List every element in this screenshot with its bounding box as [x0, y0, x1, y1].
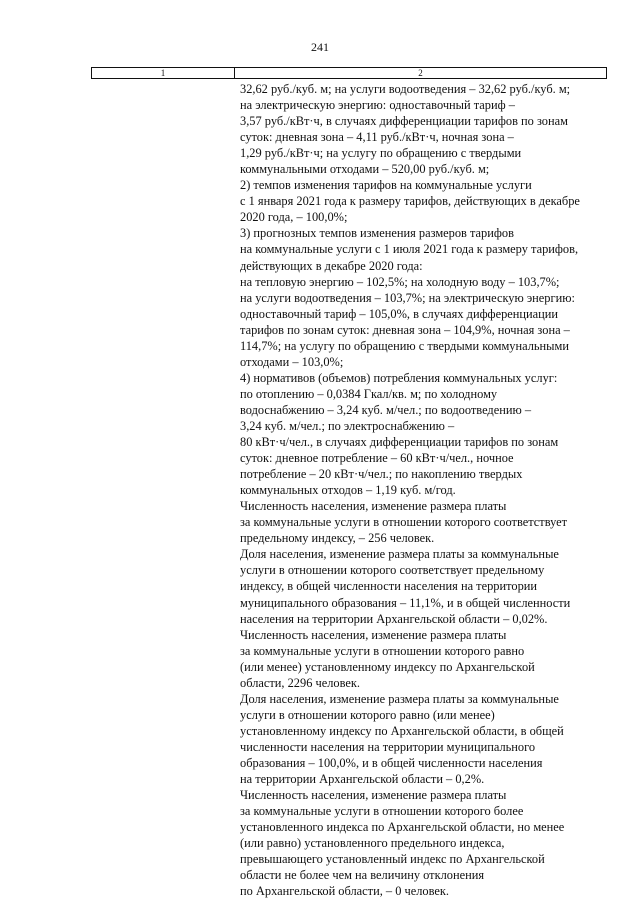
text-line: одноставочный тариф – 105,0%, в случаях дифференциации: [240, 306, 559, 321]
text-line: численности населения на территории муниципального: [240, 739, 536, 754]
text-line: (или равно) установленного предельного индекса,: [240, 836, 505, 851]
text-line: 1,29 руб./кВт·ч; на услугу по обращению с твердыми: [240, 146, 522, 161]
text-line: отходами – 103,0%;: [240, 354, 344, 369]
text-line: установленного индекса по Архангельской области, но менее: [240, 820, 565, 835]
text-line: потребление – 20 кВт·ч/чел.; по накоплению твердых: [240, 467, 523, 482]
text-line: на коммунальные услуги с 1 июля 2021 года к размеру тарифов,: [240, 242, 579, 257]
text-line: водоснабжению – 3,24 куб. м/чел.; по водоотведению –: [240, 402, 532, 417]
text-line: образования – 100,0%, и в общей численности населения: [240, 755, 543, 770]
text-line: области, 2296 человек.: [240, 675, 360, 690]
text-line: суток: дневная зона – 4,11 руб./кВт·ч, ночная зона –: [240, 130, 514, 145]
text-line: по Архангельской области, – 0 человек.: [240, 884, 450, 899]
text-line: на территории Архангельской области – 0,2%.: [240, 772, 485, 787]
text-line: коммунальных отходов – 1,19 куб. м/год.: [240, 483, 456, 498]
text-line: с 1 января 2021 года к размеру тарифов, действующих в декабре: [240, 194, 580, 209]
text-line: по отоплению – 0,0384 Гкал/кв. м; по холодному: [240, 386, 498, 401]
text-line: 80 кВт·ч/чел., в случаях дифференциации тарифов по зонам: [240, 435, 559, 450]
text-line: 4) нормативов (объемов) потребления коммунальных услуг:: [240, 370, 558, 385]
text-line: 114,7%; на услугу по обращению с твердыми коммунальными: [240, 338, 569, 353]
text-line: 3,24 куб. м/чел.; по электроснабжению –: [240, 418, 455, 433]
document-body: [240, 81, 620, 899]
column-1-header: 1: [92, 68, 235, 78]
text-line: за коммунальные услуги в отношении которого более: [240, 804, 524, 819]
text-line: превышающего установленный индекс по Архангельской: [240, 852, 545, 867]
column-2-header: 2: [418, 68, 423, 78]
text-line: услуги в отношении которого соответствует предельному: [240, 563, 545, 578]
text-line: области не более чем на величину отклонения: [240, 868, 485, 883]
text-line: Доля населения, изменение размера платы за коммунальные: [240, 691, 559, 706]
text-line: Численность населения, изменение размера платы: [240, 788, 507, 803]
text-line: на тепловую энергию – 102,5%; на холодную воду – 103,7%;: [240, 274, 560, 289]
text-line: Численность населения, изменение размера платы: [240, 499, 507, 514]
text-line: 3) прогнозных темпов изменения размеров тарифов: [240, 226, 514, 241]
text-line: Численность населения, изменение размера платы: [240, 627, 507, 642]
text-line: 2020 года, – 100,0%;: [240, 210, 348, 225]
text-line: (или менее) установленному индексу по Архангельской: [240, 659, 535, 674]
text-line: услуги в отношении которого равно (или менее): [240, 707, 495, 722]
text-line: Доля населения, изменение размера платы за коммунальные: [240, 547, 559, 562]
text-line: установленному индексу по Архангельской области, в общей: [240, 723, 564, 738]
text-line: коммунальными отходами – 520,00 руб./куб. м;: [240, 162, 490, 177]
text-line: за коммунальные услуги в отношении которого равно: [240, 643, 525, 658]
text-line: 3,57 руб./кВт·ч, в случаях дифференциации тарифов по зонам: [240, 114, 568, 129]
text-line: индексу, в общей численности населения на территории: [240, 579, 538, 594]
text-line: на услуги водоотведения – 103,7%; на электрическую энергию:: [240, 290, 575, 305]
text-line: 32,62 руб./куб. м; на услуги водоотведения – 32,62 руб./куб. м;: [240, 82, 571, 96]
text-line: тарифов по зонам суток: дневная зона – 104,9%, ночная зона –: [240, 322, 570, 337]
table-header: [91, 67, 607, 79]
text-line: за коммунальные услуги в отношении которого соответствует: [240, 515, 568, 530]
text-line: населения на территории Архангельской области – 0,02%.: [240, 611, 548, 626]
page-number: 241: [311, 40, 329, 54]
text-line: суток: дневное потребление – 60 кВт·ч/чел., ночное: [240, 451, 514, 466]
text-line: на электрическую энергию: одноставочный тариф –: [240, 98, 515, 113]
text-line: предельному индексу, – 256 человек.: [240, 531, 435, 546]
text-line: муниципального образования – 11,1%, и в общей численности: [240, 595, 571, 610]
text-line: действующих в декабре 2020 года:: [240, 258, 423, 273]
text-line: 2) темпов изменения тарифов на коммунальные услуги: [240, 178, 532, 193]
